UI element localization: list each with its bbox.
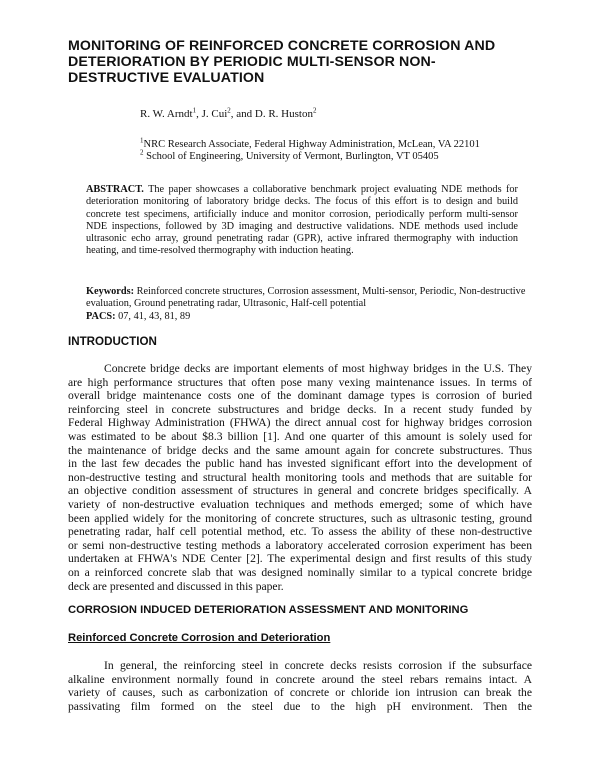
paragraph-line: or semi non-destructive testing methods a laboratory accelerated corrosion experiment has been <box>68 538 532 552</box>
subsection-paragraph <box>68 659 532 713</box>
author-affil-marker: 2 <box>227 106 231 115</box>
keywords-line: evaluation, Ground penetrating radar, Ultrasonic, Half-cell potential <box>86 298 367 310</box>
paragraph-line: Federal Highway Administration (FHWA) the direct annual cost for highway bridges corrosion <box>68 416 532 430</box>
abstract-line: ABSTRACT. The paper showcases a collaborative benchmark project evaluating NDE methods for <box>86 184 518 195</box>
intro-heading: INTRODUCTION <box>68 335 157 348</box>
paragraph-line: non-destructive testing and structural health monitoring tools and methods that are suitable for <box>68 470 532 484</box>
keywords-line: Keywords: Reinforced concrete structures, Corrosion assessment, Multi-sensor, Periodic, Non-destructive <box>86 286 526 297</box>
paragraph-line: on a reinforced concrete slab that was designed nominally similar to a typical concrete bridge <box>68 565 532 579</box>
paragraph-line: the maintenance of bridge decks and the same amount again for concrete substructures. Thus <box>68 443 532 457</box>
paragraph-line: been applied widely for the monitoring of concrete structures, such as ultrasonic testing, ground <box>68 511 532 525</box>
title-line: DETERIORATION BY PERIODIC MULTI-SENSOR NON- <box>68 54 436 70</box>
pacs-label: PACS: <box>86 310 116 322</box>
paragraph-line: deck are presented and discussed in this paper. <box>68 579 284 593</box>
author-affil-marker: 1 <box>192 106 197 115</box>
intro-paragraph <box>68 362 532 593</box>
paragraph-line: undertaken at FHWA's NDE Center [2]. The experimental design and first results of this study <box>68 552 532 566</box>
author-affil-marker: 2 <box>312 106 317 115</box>
abstract-line: heating, and time-resolved thermography with induction heating. <box>86 245 354 257</box>
subsection-heading: Reinforced Concrete Corrosion and Deterioration <box>68 632 331 644</box>
paragraph-line: an objective condition assessment of structures in general and concrete bridges specifically. A <box>68 484 532 498</box>
author-list <box>140 108 316 120</box>
paragraph-line: variety of causes, such as carbonization of concrete or chloride ion intrusion can break the <box>68 686 532 700</box>
abstract-line: deterioration monitoring of laboratory bridge decks. The focus of this effort is to design and build <box>86 196 518 208</box>
paragraph-line: Concrete bridge decks are important elements of most highway bridges in the U.S. They <box>104 362 532 375</box>
paragraph-line: variety of non-destructive evaluation techniques and methods emerged; some of which have <box>68 497 532 511</box>
author-cui: , J. Cui <box>196 108 228 120</box>
affiliation-1: $^1$NRC Research Associate, Federal Highway Administration, McLean, VA 22101 <box>140 136 480 150</box>
abstract-line: concrete test specimens, artificially induce and monitor corrosion, periodically perform multi-sensor <box>86 208 518 220</box>
pacs-line <box>86 311 518 323</box>
paper-title <box>68 38 538 86</box>
paragraph-line: In general, the reinforcing steel in concrete decks resists corrosion if the subsurface <box>104 659 532 672</box>
keywords-label: Keywords: <box>86 286 135 297</box>
title-line: MONITORING OF REINFORCED CONCRETE CORROSION AND <box>68 38 496 54</box>
paragraph-line: passivating film formed on the steel due to the high pH environment. Then the <box>68 699 532 713</box>
paragraph-line: are high performance structures that often pose many vexing maintenance issues. In terms of <box>68 375 532 389</box>
abstract-line: ultrasonic echo array, ground penetrating radar (GPR), active infrared thermography with induction <box>86 233 518 245</box>
paragraph-line: alkaline environment normally found in concrete around the steel rebars remains intact. A <box>68 672 532 686</box>
abstract-label: ABSTRACT. <box>86 184 144 195</box>
abstract-line: NDE inspections, followed by 3D imaging and destructive validations. NDE methods used include <box>86 220 518 232</box>
paragraph-line: penetrating radar, half cell potential method, etc. To assess the ability of these non-destructive <box>68 525 532 539</box>
section-heading: CORROSION INDUCED DETERIORATION ASSESSMENT AND MONITORING <box>68 604 469 616</box>
paragraph-line: reinforcing steel in concrete substructures and bridge decks. In a recent study funded by <box>68 402 532 416</box>
author-arndt: R. W. Arndt <box>140 108 193 120</box>
title-line: DESTRUCTIVE EVALUATION <box>68 70 265 86</box>
author-huston: , and D. R. Huston <box>230 108 313 120</box>
paragraph-line: in the last few decades the public hand has invested significant effort into the development of <box>68 457 532 471</box>
pacs-value: 07, 41, 43, 81, 89 <box>115 310 191 322</box>
abstract <box>86 184 518 258</box>
affiliations <box>140 136 480 163</box>
paragraph-line: was estimated to be about $8.3 billion [1]. And one quarter of this amount is solely used for <box>68 429 532 443</box>
affiliation-2: $^2$ School of Engineering, University of Vermont, Burlington, VT 05405 <box>140 148 439 162</box>
keywords-block <box>86 286 526 323</box>
paragraph-line: overall bridge maintenance costs one of the dominant damage types is corrosion of buried <box>68 389 532 403</box>
